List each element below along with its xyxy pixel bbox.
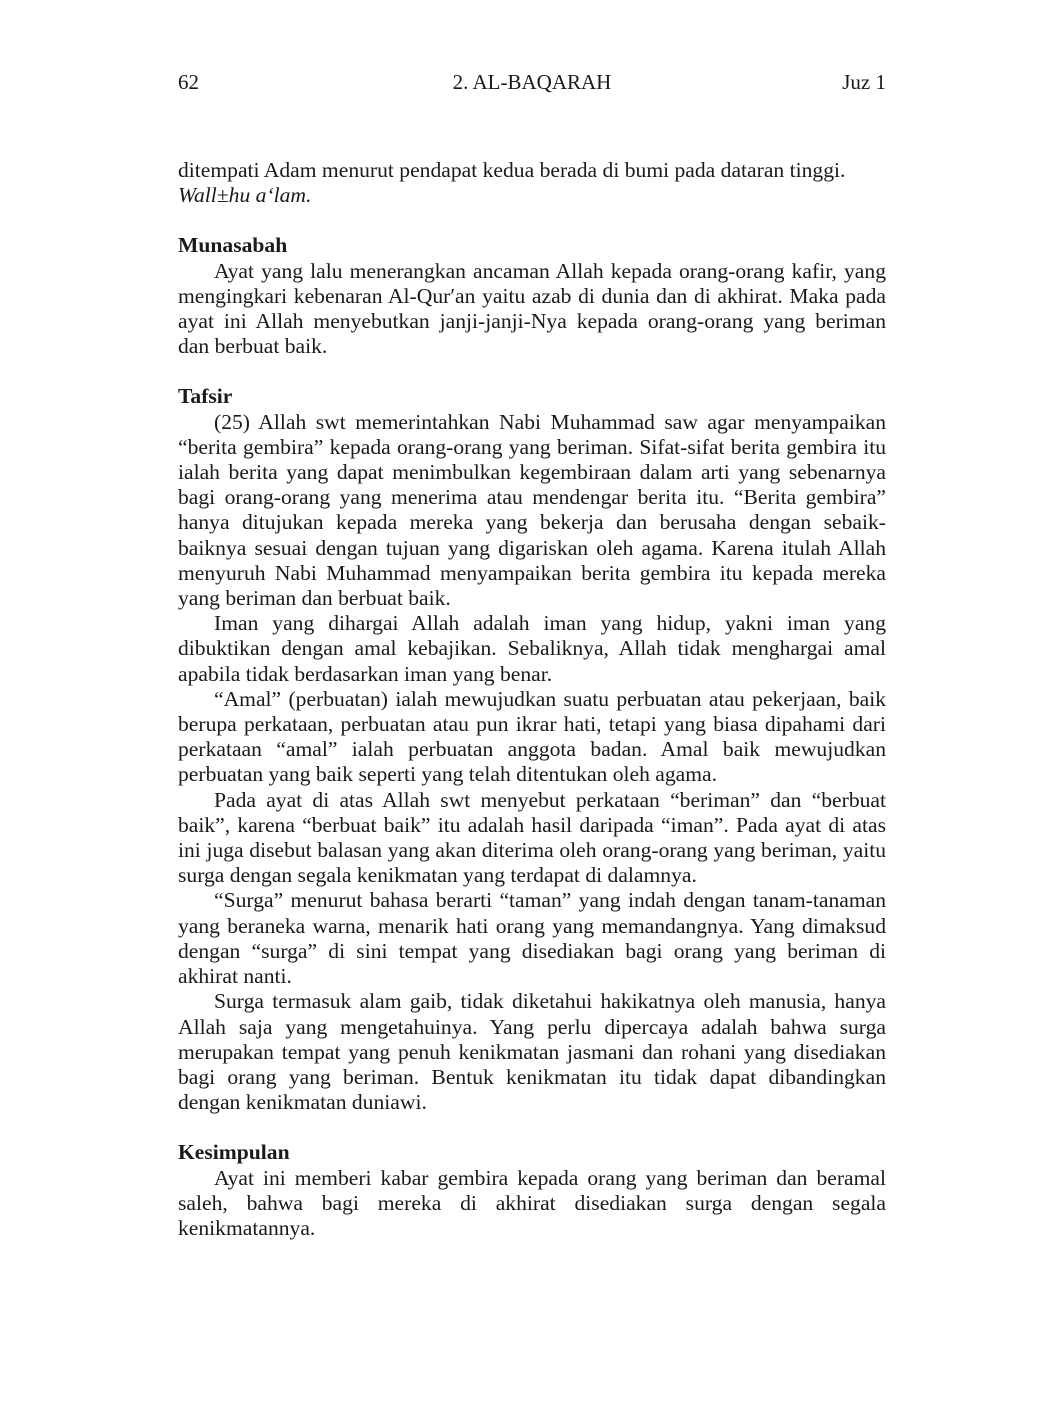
tafsir-paragraph: “Surga” menurut bahasa berarti “taman” yang indah dengan tanam-tanaman yang beraneka warna, menarik hati orang yang memandangnya. Yang dimaksud dengan “surga” di sini tempat yang disediakan bagi orang yang beriman di akhirat nanti.: [178, 888, 886, 989]
juz-label: Juz 1: [842, 70, 886, 94]
spacer: [178, 359, 886, 384]
tafsir-heading: Tafsir: [178, 384, 233, 409]
intro-text: ditempati Adam menurut pendapat kedua berada di bumi pada dataran tinggi.: [178, 158, 846, 182]
chapter-title: 2. AL-BAQARAH: [452, 70, 612, 94]
munasabah-heading: Munasabah: [178, 233, 288, 258]
kesimpulan-heading: Kesimpulan: [178, 1140, 290, 1165]
body-text: [178, 158, 886, 1241]
intro-paragraph: [178, 158, 886, 208]
running-header: [178, 70, 886, 100]
tafsir-paragraph: Pada ayat di atas Allah swt menyebut perkataan “beriman” dan “berbuat baik”, karena “berbuat baik” itu adalah hasil daripada “iman”. Pada ayat di atas ini juga disebut balasan yang akan diterima oleh orang-orang yang beriman, yaitu surga dengan segala kenikmatan yang terdapat di dalamnya.: [178, 787, 886, 888]
tafsir-paragraph: “Amal” (perbuatan) ialah mewujudkan suatu perbuatan atau pekerjaan, baik berupa perkataan, perbuatan atau pun ikrar hati, tetapi yang biasa dipahami dari perkataan “amal” ialah perbuatan anggota badan. Amal baik mewujudkan perbuatan yang baik seperti yang telah ditentukan oleh agama.: [178, 686, 886, 787]
tafsir-paragraph: Iman yang dihargai Allah adalah iman yang hidup, yakni iman yang dibuktikan dengan amal kebajikan. Sebaliknya, Allah tidak menghargai amal apabila tidak berdasarkan iman yang benar.: [178, 611, 886, 686]
tafsir-paragraph: Surga termasuk alam gaib, tidak diketahui hakikatnya oleh manusia, hanya Allah saja yang mengetahuinya. Yang perlu dipercaya adalah bahwa surga merupakan tempat yang penuh kenikmatan jasmani dan rohani yang disediakan bagi orang yang beriman. Bentuk kenikmatan itu tidak dapat dibandingkan dengan kenikmatan duniawi.: [178, 989, 886, 1115]
tafsir-paragraph: (25) Allah swt memerintahkan Nabi Muhammad saw agar menyampaikan “berita gembira” kepada orang-orang yang beriman. Sifat-sifat berita gembira itu ialah berita yang dapat menimbulkan kegembiraan dalam arti yang sebenarnya bagi orang-orang yang menerima atau mendengar berita itu. “Berita gembira” hanya ditujukan kepada mereka yang bekerja dan berusaha dengan sebaik-baiknya sesuai dengan tujuan yang digariskan oleh agama. Karena itulah Allah menyuruh Nabi Muhammad menyampaikan berita gembira itu kepada mereka yang beriman dan berbuat baik.: [178, 409, 886, 611]
page-number: 62: [178, 70, 199, 94]
spacer: [178, 208, 886, 233]
intro-closing: Wall±hu a‘lam.: [178, 183, 312, 208]
spacer: [178, 1115, 886, 1140]
munasabah-paragraph: Ayat yang lalu menerangkan ancaman Allah kepada orang-orang kafir, yang mengingkari kebenaran Al-Qur′an yaitu azab di dunia dan di akhirat. Maka pada ayat ini Allah menyebutkan janji-janji-Nya kepada orang-orang yang beriman dan berbuat baik.: [178, 258, 886, 359]
kesimpulan-paragraph: Ayat ini memberi kabar gembira kepada orang yang beriman dan beramal saleh, bahwa bagi mereka di akhirat disediakan surga dengan segala kenikmatannya.: [178, 1165, 886, 1240]
